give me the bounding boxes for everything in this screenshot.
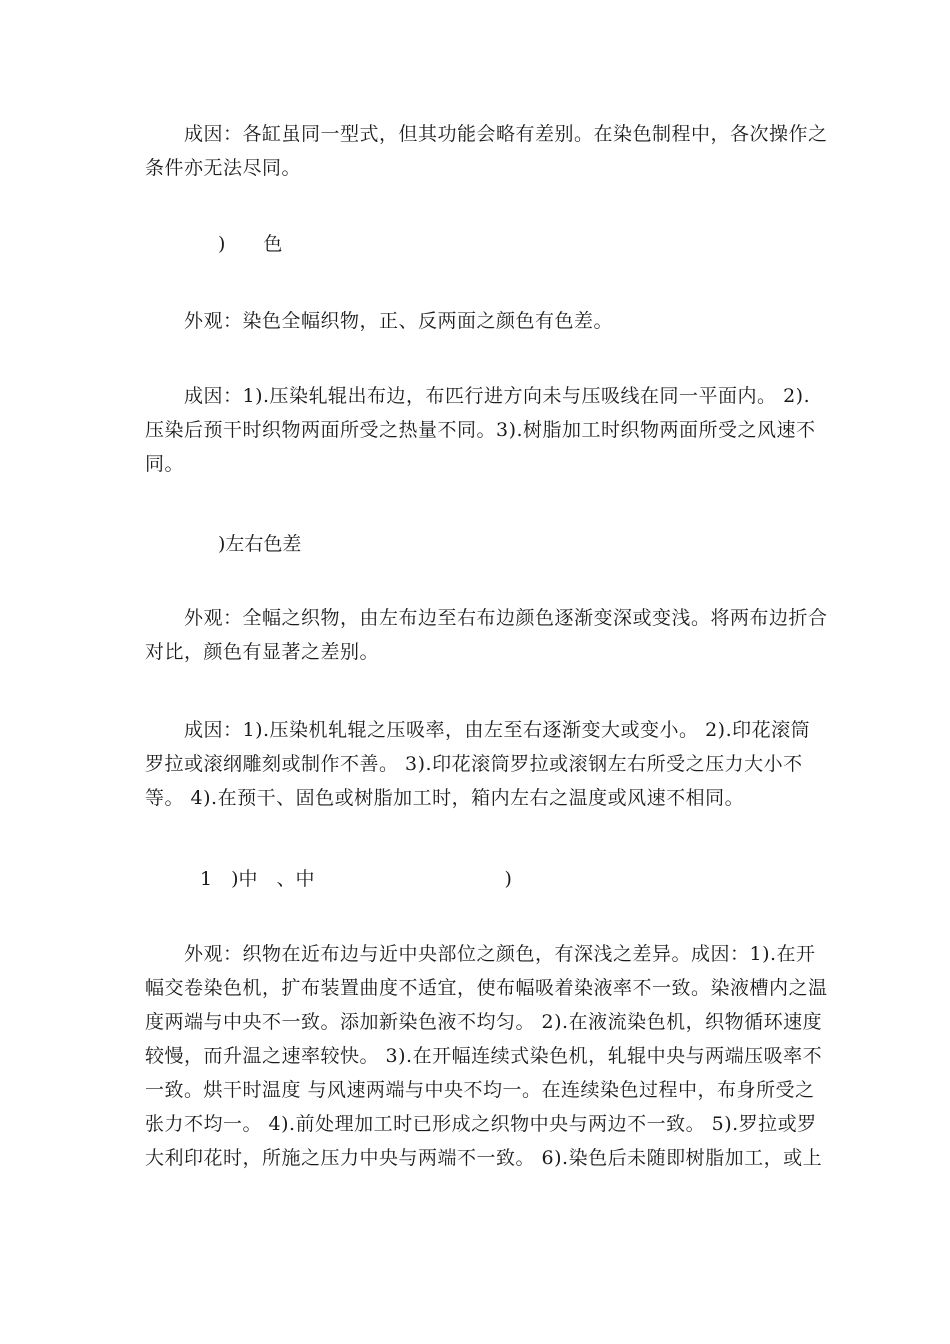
section-heading-center-edge: 1 )中 、中 ) bbox=[200, 868, 512, 890]
text-line: 等。 4).在预干、固色或树脂加工时，箱内左右之温度或风速不相同。 bbox=[145, 787, 745, 809]
text-line: 成因：各缸虽同一型式，但其功能会略有差别。在染色制程中，各次操作之 bbox=[145, 123, 828, 145]
text-line: 较慢，而升温之速率较快。 3).在开幅连续式染色机，轧辊中央与两端压吸率不 bbox=[145, 1045, 823, 1067]
text-line: 对比，颜色有显著之差别。 bbox=[145, 641, 380, 663]
section-heading-color: ) 色 bbox=[218, 233, 283, 255]
paragraph-appearance-two-sides bbox=[145, 304, 815, 338]
paragraph-cause-two-sides bbox=[145, 379, 815, 481]
paragraph-cause-vat bbox=[145, 117, 828, 185]
text-line: 度两端与中央不一致。添加新染色液不均匀。 2).在液流染色机，织物循环速度 bbox=[145, 1011, 823, 1033]
text-line: 压染后预干时织物两面所受之热量不同。3).树脂加工时织物两面所受之风速不 bbox=[145, 419, 816, 441]
text-line: 成因：1).压染轧辊出布边，布匹行进方向未与压吸线在同一平面内。 2). bbox=[145, 385, 811, 407]
text-line: 外观：织物在近布边与近中央部位之颜色，有深浅之差异。成因：1).在开 bbox=[145, 943, 816, 965]
text-line: 罗拉或滚纲雕刻或制作不善。 3).印花滚筒罗拉或滚钢左右所受之压力大小不 bbox=[145, 753, 803, 775]
paragraph-appearance-left-right bbox=[145, 601, 828, 669]
section-heading-left-right: )左右色差 bbox=[218, 533, 302, 555]
text-line: 大利印花时，所施之压力中央与两端不一致。 6).染色后未随即树脂加工，或上 bbox=[145, 1147, 823, 1169]
text-line: 一致。烘干时温度 与风速两端与中央不均一。在连续染色过程中，布身所受之 bbox=[145, 1079, 815, 1101]
text-line: 外观：全幅之织物，由左布边至右布边颜色逐渐变深或变浅。将两布边折合 bbox=[145, 607, 828, 629]
paragraph-cause-left-right bbox=[145, 713, 815, 815]
text-line: 外观：染色全幅织物，正、反两面之颜色有色差。 bbox=[145, 310, 614, 332]
text-line: 条件亦无法尽同。 bbox=[145, 157, 302, 179]
text-line: 同。 bbox=[145, 453, 185, 475]
text-line: 幅交卷染色机，扩布装置曲度不适宜，使布幅吸着染液率不一致。染液槽内之温 bbox=[145, 977, 828, 999]
text-line: 成因：1).压染机轧辊之压吸率，由左至右逐渐变大或变小。 2).印花滚筒 bbox=[145, 719, 811, 741]
paragraph-appearance-center-edge bbox=[145, 937, 828, 1175]
text-line: 张力不均一。 4).前处理加工时已形成之织物中央与两边不一致。 5).罗拉或罗 bbox=[145, 1113, 817, 1135]
